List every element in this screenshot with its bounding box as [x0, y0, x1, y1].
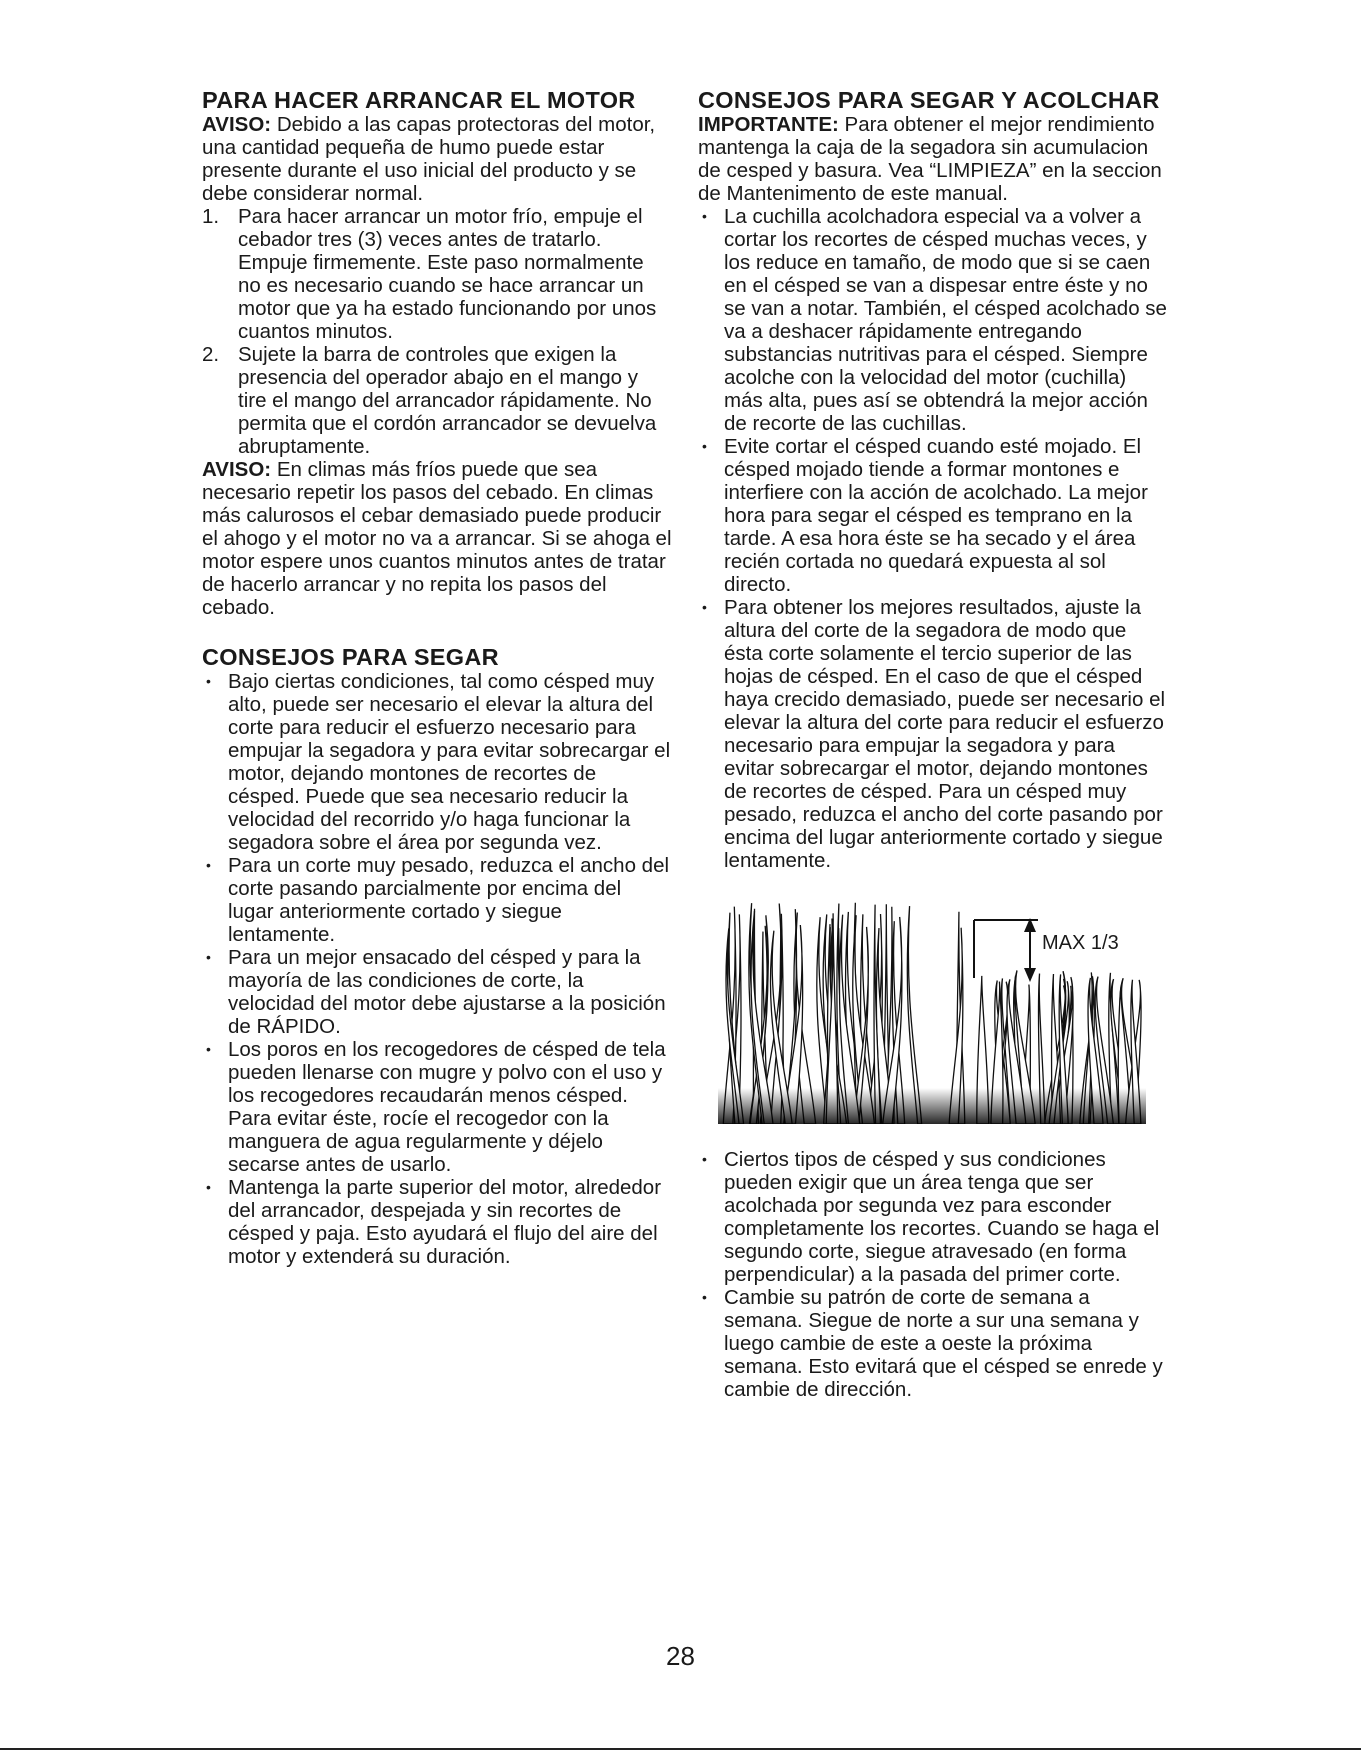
- step-number: 2.: [202, 343, 220, 366]
- left-column: [202, 88, 672, 1268]
- list-item: • Mantenga la parte superior del motor, alrededor del arrancador, despejada y sin recortes de césped y paja. Esto ayudará el flujo del aire del motor y extenderá su duración.: [202, 1176, 672, 1268]
- importante-paragraph: [698, 113, 1168, 205]
- list-item: • Para un corte muy pesado, reduzca el ancho del corte pasando parcialmente por encima del lugar anteriormente cortado y siegue lentamente.: [202, 854, 672, 946]
- page-number: 28: [666, 1641, 695, 1671]
- right-column: [698, 88, 1168, 1401]
- section-title-mulching-tips: CONSEJOS PARA SEGAR Y ACOLCHAR: [698, 87, 1160, 113]
- step-number: 1.: [202, 205, 220, 228]
- aviso-text: Debido a las capas protectoras del motor, una cantidad pequeña de humo puede estar presente durante el uso inicial del producto y se debe considerar normal.: [202, 113, 656, 205]
- max-cut-label: MAX 1/3: [1042, 932, 1119, 954]
- step-text: Sujete la barra de controles que exigen la presencia del operador abajo en el mango y tire el mango del arrancador rápidamente. No permita que el cordón arrancador se devuelva abruptamente.: [238, 343, 657, 458]
- page-bottom-rule: [0, 1748, 1361, 1750]
- starting-steps-list: [202, 205, 672, 458]
- aviso-text: En climas más fríos puede que sea necesario repetir los pasos del cebado. En climas más calurosos el cebar demasiado puede producir el ahogo y el motor no va a arrancar. Si se ahoga el motor espere unos cuantos minutos antes de tratar de hacerlo arrancar y no repita los pasos del cebado.: [202, 458, 672, 619]
- list-item: • Para un mejor ensacado del césped y para la mayoría de las condiciones de corte, la velocidad del motor debe ajustarse a la posición de RÁPIDO.: [202, 946, 672, 1038]
- mowing-tips-list: [202, 670, 672, 1268]
- list-item: • Para obtener los mejores resultados, ajuste la altura del corte de la segadora de modo que ésta corte solamente el tercio superior de las hojas de césped. En el caso de que el césped haya crecido demasiado, puede ser necesario el elevar la altura del corte para reducir el esfuerzo necesario para empujar la segadora y para evitar sobrecargar el motor, dejando montones de recortes de césped. Para un césped muy pesado, reduzca el ancho del corte pasando por encima del lugar anteriormente cortado y siegue lentamente.: [698, 596, 1168, 872]
- step-item: [202, 343, 672, 458]
- aviso-label: AVISO:: [202, 458, 272, 481]
- importante-text: Para obtener el mejor rendimiento mantenga la caja de la segadora sin acumulacion de cesped y basura. Vea “LIMPIEZA” en la seccion de Mantenimento de este manual.: [698, 113, 1162, 205]
- grass-illustration-svg: [712, 892, 1152, 1124]
- list-item: • La cuchilla acolchadora especial va a volver a cortar los recortes de césped muchas veces, y los reduce en tamaño, de modo que si se caen en el césped se van a dispesar entre éste y no se van a notar. También, el césped acolchado se va a deshacer rápidamente entregando substancias nutritivas para el césped. Siempre acolche con la velocidad del motor (cuchilla) más alta, pues así se obtendrá la mejor acción de recorte de las cuchillas.: [698, 205, 1168, 435]
- list-item: • Ciertos tipos de césped y sus condiciones pueden exigir que un área tenga que ser acolchada por segunda vez para esconder completamente los recortes. Cuando se haga el segundo corte, siegue atravesado (en forma perpendicular) a la pasada del primer corte.: [698, 1148, 1168, 1286]
- aviso-paragraph-1: [202, 113, 672, 205]
- step-item: [202, 205, 672, 343]
- grass-cut-height-illustration: [712, 892, 1152, 1124]
- mulching-tips-list: [698, 205, 1168, 872]
- importante-label: IMPORTANTE:: [698, 113, 839, 136]
- arrow-down-icon: [1024, 968, 1036, 982]
- grass-base-shading: [718, 1088, 1146, 1124]
- list-item: • Bajo ciertas condiciones, tal como césped muy alto, puede ser necesario el elevar la altura del corte para reducir el esfuerzo necesario para empujar la segadora y para evitar sobrecargar el motor, dejando montones de recortes de césped. Puede que sea necesario reducir la velocidad del recorrido y/o haga funcionar la segadora sobre el área por segunda vez.: [202, 670, 672, 854]
- list-item: • Los poros en los recogedores de césped de tela pueden llenarse con mugre y polvo con el uso y los recogedores recaudarán menos césped. Para evitar éste, rocíe el recogedor con la manguera de agua regularmente y déjelo secarse antes de usarlo.: [202, 1038, 672, 1176]
- section-title-starting-engine: PARA HACER ARRANCAR EL MOTOR: [202, 87, 636, 113]
- section-title-mowing-tips: CONSEJOS PARA SEGAR: [202, 644, 499, 670]
- aviso-paragraph-2: [202, 458, 672, 619]
- aviso-label: AVISO:: [202, 113, 272, 136]
- mulching-tips-list-2: [698, 1148, 1168, 1401]
- list-item: • Cambie su patrón de corte de semana a semana. Siegue de norte a sur una semana y luego cambie de este a oeste la próxima semana. Esto evitará que el césped se enrede y cambie de dirección.: [698, 1286, 1168, 1401]
- step-text: Para hacer arrancar un motor frío, empuje el cebador tres (3) veces antes de tratarlo. Empuje firmemente. Este paso normalmente no es necesario cuando se hace arrancar un motor que ya ha estado funcionando por unos cuantos minutos.: [238, 205, 657, 343]
- list-item: • Evite cortar el césped cuando esté mojado. El césped mojado tiende a formar montones e interfiere con la acción de acolchado. La mejor hora para segar el césped es temprano en la tarde. A esa hora éste se ha secado y el área recién cortada no quedará expuesta al sol directo.: [698, 435, 1168, 596]
